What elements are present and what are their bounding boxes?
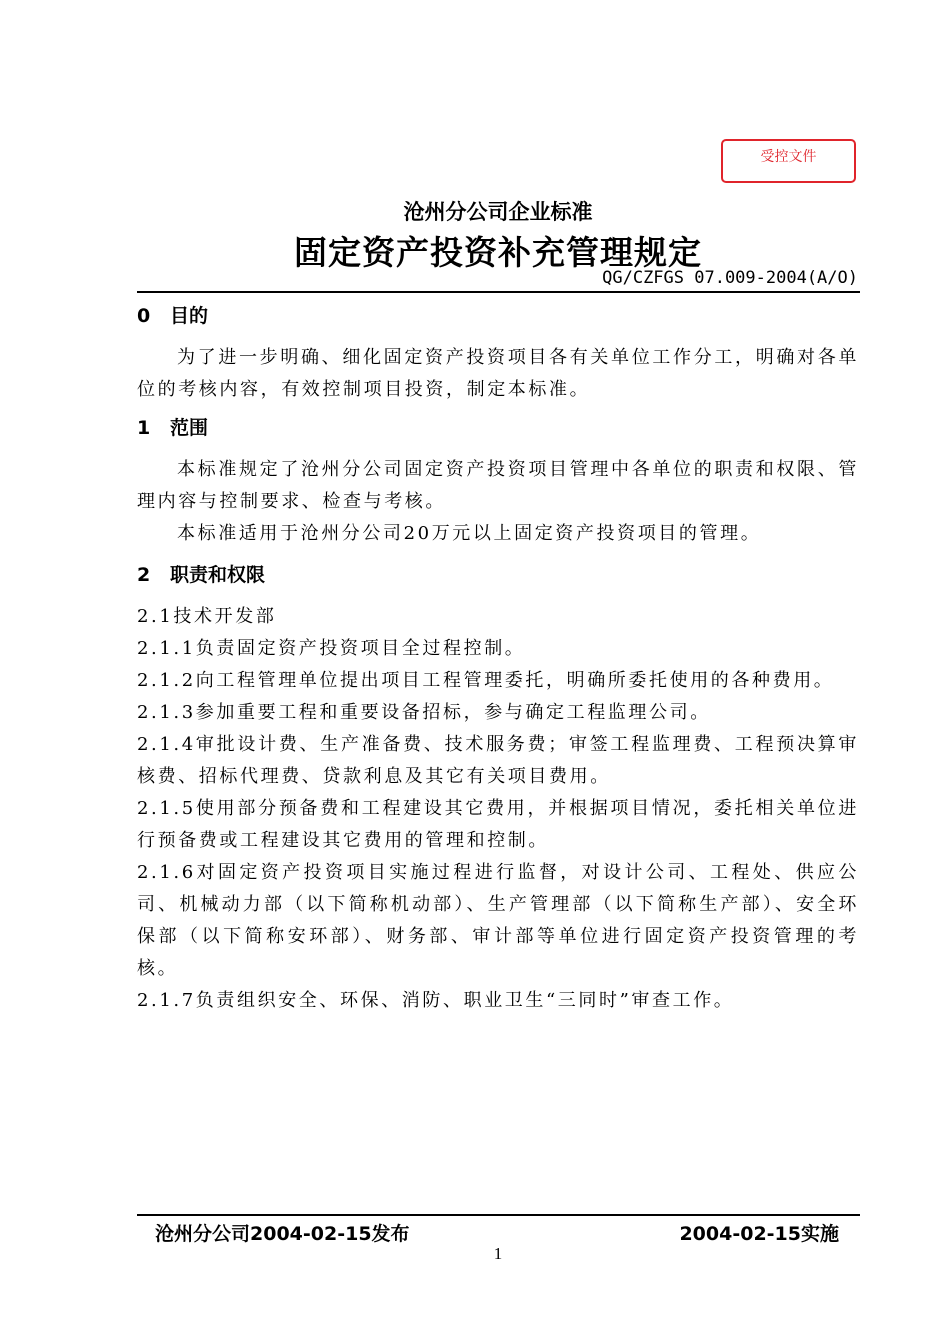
section-number: 0 <box>137 305 151 327</box>
paragraph: 为了进一步明确、细化固定资产投资项目各有关单位工作分工，明确对各单位的考核内容，有效控制项目投资，制定本标准。 <box>137 347 859 400</box>
clause-item: 2.1技术开发部 <box>137 606 277 627</box>
paragraph: 本标准规定了沧州分公司固定资产投资项目管理中各单位的职责和权限、管理内容与控制要求、检查与考核。 <box>137 459 859 512</box>
section-number: 1 <box>137 417 151 439</box>
section-title: 职责和权限 <box>170 564 266 586</box>
section-number: 2 <box>137 564 151 586</box>
footer-rule <box>137 1214 860 1216</box>
page-number: 1 <box>493 1244 503 1263</box>
section-title: 目的 <box>170 305 209 327</box>
organization-title: 沧州分公司企业标准 <box>403 200 593 224</box>
issue-date: 沧州分公司2004-02-15发布 <box>155 1223 410 1245</box>
clause-item: 2.1.6对固定资产投资项目实施过程进行监督，对设计公司、工程处、供应公司、机械动力部（以下简称机动部）、生产管理部（以下简称生产部）、安全环保部（以下简称安环部）、财务部、审计部等单位进行固定资产投资管理的考核。 <box>137 862 859 979</box>
clause-item: 2.1.3参加重要工程和重要设备招标，参与确定工程监理公司。 <box>137 702 711 723</box>
section-heading-responsibilities <box>137 561 859 590</box>
header-rule <box>137 291 860 293</box>
clause-item: 2.1.4审批设计费、生产准备费、技术服务费；审签工程监理费、工程预决算审核费、招标代理费、贷款利息及其它有关项目费用。 <box>137 734 859 787</box>
section-heading-scope <box>137 414 859 443</box>
clause-item: 2.1.2向工程管理单位提出项目工程管理委托，明确所委托使用的各种费用。 <box>137 670 835 691</box>
effective-date: 2004-02-15实施 <box>679 1223 839 1245</box>
document-title: 固定资产投资补充管理规定 <box>294 233 702 272</box>
section-heading-purpose <box>137 302 859 331</box>
clause-item: 2.1.7负责组织安全、环保、消防、职业卫生“三同时”审查工作。 <box>137 990 735 1011</box>
paragraph: 本标准适用于沧州分公司20万元以上固定资产投资项目的管理。 <box>177 523 762 544</box>
document-code: QG/CZFGS 07.009-2004(A/O) <box>602 268 858 288</box>
clause-item: 2.1.5使用部分预备费和工程建设其它费用，并根据项目情况，委托相关单位进行预备费或工程建设其它费用的管理和控制。 <box>137 798 859 851</box>
document-body <box>137 300 859 1017</box>
clause-item: 2.1.1负责固定资产投资项目全过程控制。 <box>137 638 526 659</box>
controlled-document-stamp: 受控文件 <box>721 139 856 183</box>
section-title: 范围 <box>170 417 209 439</box>
